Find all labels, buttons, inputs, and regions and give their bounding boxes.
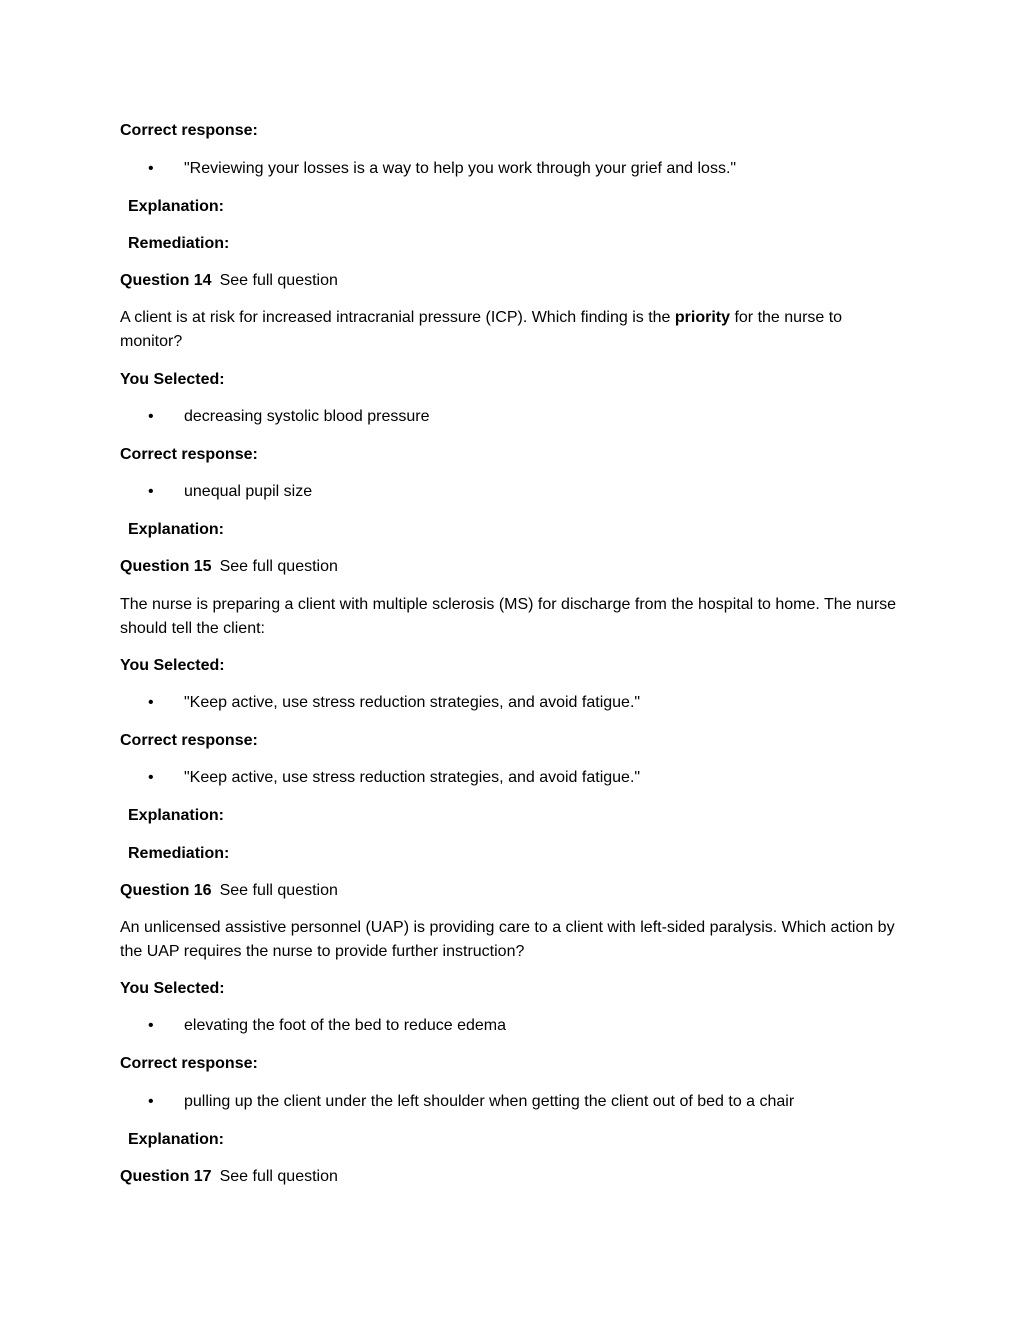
question-prompt <box>120 306 900 354</box>
bullet: • <box>148 408 154 425</box>
question-header <box>120 879 900 903</box>
see-full-question-link[interactable]: See full question <box>219 1168 338 1185</box>
question-header <box>120 1165 900 1189</box>
prompt-text: A client is at risk for increased intracranial pressure (ICP). Which finding is the <box>120 309 675 326</box>
correct-response-label: Correct response: <box>120 1055 258 1072</box>
correct-answer: pulling up the client under the left shoulder when getting the client out of bed to a chair <box>184 1093 795 1110</box>
question-prompt: The nurse is preparing a client with multiple sclerosis (MS) for discharge from the hospital to home. The nurse should tell the client: <box>120 596 897 637</box>
you-selected-label: You Selected: <box>120 371 225 388</box>
bullet: • <box>148 1093 154 1110</box>
explanation-label: Explanation: <box>128 198 225 215</box>
question-title: Question 15 <box>120 558 212 575</box>
correct-response-label: Correct response: <box>120 732 258 749</box>
selected-answer: elevating the foot of the bed to reduce edema <box>184 1017 507 1034</box>
question-title: Question 14 <box>120 272 212 289</box>
correct-response-label: Correct response: <box>120 446 258 463</box>
question-header <box>120 269 900 293</box>
bullet: • <box>148 769 154 786</box>
explanation-label: Explanation: <box>128 521 225 538</box>
prompt-emphasis: priority <box>674 309 731 326</box>
see-full-question-link[interactable]: See full question <box>219 558 338 575</box>
bullet: • <box>148 1017 154 1034</box>
question-prompt: An unlicensed assistive personnel (UAP) is providing care to a client with left-sided paralysis. Which action by the UAP requires the nurse to provide further instruction? <box>120 919 895 960</box>
you-selected-label: You Selected: <box>120 980 225 997</box>
you-selected-label: You Selected: <box>120 657 225 674</box>
see-full-question-link[interactable]: See full question <box>219 882 338 899</box>
question-title: Question 17 <box>120 1168 212 1185</box>
correct-answer: unequal pupil size <box>184 483 313 500</box>
bullet: • <box>148 694 154 711</box>
bullet: • <box>148 160 154 177</box>
remediation-label: Remediation: <box>128 845 230 862</box>
see-full-question-link[interactable]: See full question <box>219 272 338 289</box>
question-header <box>120 555 900 579</box>
explanation-label: Explanation: <box>128 1131 225 1148</box>
bullet: • <box>148 483 154 500</box>
selected-answer: decreasing systolic blood pressure <box>184 408 430 425</box>
correct-response-label: Correct response: <box>120 122 258 139</box>
question-title: Question 16 <box>120 882 212 899</box>
correct-answer: "Keep active, use stress reduction strategies, and avoid fatigue." <box>184 769 641 786</box>
remediation-label: Remediation: <box>128 235 230 252</box>
selected-answer: "Keep active, use stress reduction strategies, and avoid fatigue." <box>184 694 641 711</box>
prompt-text: for the nurse to monitor? <box>120 309 843 350</box>
explanation-label: Explanation: <box>128 807 225 824</box>
correct-answer: "Reviewing your losses is a way to help you work through your grief and loss." <box>184 160 737 177</box>
